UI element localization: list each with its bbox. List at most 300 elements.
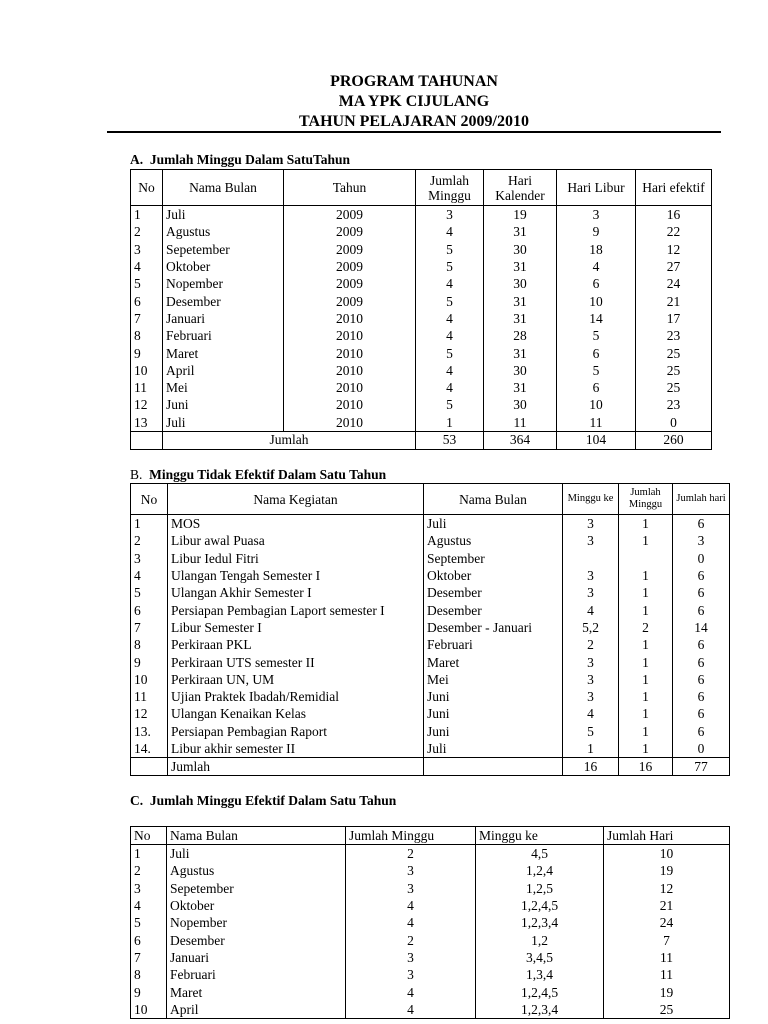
table-cell: 3 — [563, 688, 619, 705]
table-cell: 2010 — [284, 362, 416, 379]
table-cell: 11 — [131, 688, 168, 705]
col-jumlah-minggu: Jumlah Minggu — [619, 484, 673, 515]
table-cell: 5 — [416, 292, 484, 309]
table-cell: 30 — [484, 275, 557, 292]
table-cell: 3 — [563, 653, 619, 670]
table-cell: 14 — [673, 619, 730, 636]
table-cell: Mei — [163, 379, 284, 396]
table-row — [131, 966, 730, 983]
table-cell: Maret — [424, 653, 563, 670]
table-row — [131, 310, 712, 327]
table-row — [131, 379, 712, 396]
table-cell: 1 — [619, 567, 673, 584]
table-cell: 28 — [484, 327, 557, 344]
table-cell: Agustus — [167, 862, 346, 879]
table-weeks-per-year — [130, 169, 712, 450]
table-cell: 4 — [416, 362, 484, 379]
table-cell: 6 — [673, 671, 730, 688]
table-cell: 6 — [557, 379, 636, 396]
section-b-heading — [130, 467, 386, 483]
table-cell: 13. — [131, 723, 168, 740]
table-cell: 6 — [673, 705, 730, 722]
table-cell: 10 — [131, 671, 168, 688]
table-row — [131, 344, 712, 361]
table-cell: 7 — [131, 619, 168, 636]
table-cell: Oktober — [163, 258, 284, 275]
table-cell: 4 — [557, 258, 636, 275]
table-a-body — [131, 206, 712, 432]
table-row — [131, 206, 712, 224]
table-cell: 3 — [563, 671, 619, 688]
table-cell: 6 — [673, 567, 730, 584]
table-cell: 1 — [619, 671, 673, 688]
table-cell: 25 — [604, 1001, 730, 1019]
table-cell: 1,2 — [476, 931, 604, 948]
table-cell — [619, 550, 673, 567]
table-cell: 11 — [604, 966, 730, 983]
section-c-label: C. — [130, 793, 144, 808]
table-cell: Ujian Praktek Ibadah/Remidial — [168, 688, 424, 705]
col-jumlah-minggu: Jumlah Minggu — [416, 170, 484, 206]
table-cell: 6 — [557, 275, 636, 292]
table-cell: 1 — [131, 206, 163, 224]
section-a-heading — [130, 152, 350, 168]
table-cell: 1 — [619, 584, 673, 601]
title-program: PROGRAM TAHUNAN — [330, 73, 498, 90]
table-row — [131, 601, 730, 618]
table-row — [131, 550, 730, 567]
table-cell: Persiapan Pembagian Laport semester I — [168, 601, 424, 618]
table-cell: 4 — [346, 1001, 476, 1019]
table-cell: Nopember — [167, 914, 346, 931]
table-cell: 7 — [131, 949, 167, 966]
table-cell: 11 — [131, 379, 163, 396]
table-cell: Persiapan Pembagian Raport — [168, 723, 424, 740]
table-cell: Juli — [163, 414, 284, 432]
table-cell: 6 — [673, 688, 730, 705]
table-cell: 4 — [346, 983, 476, 1000]
section-b-label: B. — [130, 467, 143, 482]
table-row — [131, 636, 730, 653]
table-cell: 1 — [619, 723, 673, 740]
document-title — [108, 72, 720, 132]
table-cell: 1,2,5 — [476, 880, 604, 897]
table-cell: Sepetember — [163, 241, 284, 258]
table-cell: 3 — [346, 862, 476, 879]
table-cell: 5 — [416, 396, 484, 413]
table-cell: 4 — [563, 705, 619, 722]
section-a-label: A. — [130, 152, 144, 167]
col-nama-bulan: Nama Bulan — [163, 170, 284, 206]
table-row — [131, 532, 730, 549]
table-non-effective-weeks — [130, 483, 730, 776]
col-no: No — [131, 170, 163, 206]
table-cell: 3 — [416, 206, 484, 224]
table-cell: 6 — [673, 601, 730, 618]
table-cell: 30 — [484, 396, 557, 413]
table-cell: 8 — [131, 327, 163, 344]
table-cell: Maret — [167, 983, 346, 1000]
table-cell: 2010 — [284, 379, 416, 396]
table-cell: MOS — [168, 515, 424, 533]
table-cell: 5 — [416, 241, 484, 258]
table-cell: Januari — [167, 949, 346, 966]
table-cell: 2 — [563, 636, 619, 653]
section-b-title: Minggu Tidak Efektif Dalam Satu Tahun — [149, 467, 387, 482]
table-cell: 5 — [131, 914, 167, 931]
table-cell: 4 — [346, 914, 476, 931]
table-cell: Februari — [167, 966, 346, 983]
table-row — [131, 275, 712, 292]
table-cell: 10 — [131, 1001, 167, 1019]
col-hari-efektif: Hari efektif — [636, 170, 712, 206]
table-cell: 9 — [131, 653, 168, 670]
table-cell: Juni — [163, 396, 284, 413]
table-cell: Juli — [167, 845, 346, 863]
table-cell: 9 — [131, 983, 167, 1000]
table-cell: 2009 — [284, 292, 416, 309]
table-cell: 17 — [636, 310, 712, 327]
table-cell: Nopember — [163, 275, 284, 292]
table-row — [131, 949, 730, 966]
table-cell: 3 — [673, 532, 730, 549]
table-cell: 5 — [131, 275, 163, 292]
table-cell: 2010 — [284, 327, 416, 344]
table-cell: 7 — [604, 931, 730, 948]
table-cell: 22 — [636, 223, 712, 240]
table-cell: 3 — [346, 880, 476, 897]
table-cell: April — [163, 362, 284, 379]
table-cell: 3 — [563, 515, 619, 533]
total-hari-libur: 104 — [557, 431, 636, 449]
title-divider — [107, 131, 721, 133]
table-cell: 21 — [636, 292, 712, 309]
table-cell: 1,2,3,4 — [476, 1001, 604, 1019]
table-cell: 4 — [131, 258, 163, 275]
table-cell: 6 — [131, 292, 163, 309]
table-cell: 0 — [673, 740, 730, 758]
table-cell: 12 — [604, 880, 730, 897]
table-cell: Ulangan Kenaikan Kelas — [168, 705, 424, 722]
col-nama-bulan: Nama Bulan — [167, 827, 346, 845]
table-cell: 5,2 — [563, 619, 619, 636]
table-cell: 11 — [604, 949, 730, 966]
table-cell: 6 — [131, 931, 167, 948]
table-cell: Juli — [424, 740, 563, 758]
table-cell: 10 — [131, 362, 163, 379]
table-cell: Libur Semester I — [168, 619, 424, 636]
table-cell: 3,4,5 — [476, 949, 604, 966]
table-cell: 1 — [619, 636, 673, 653]
table-cell: Januari — [163, 310, 284, 327]
total-hari-kalender: 364 — [484, 431, 557, 449]
table-cell: 19 — [604, 983, 730, 1000]
table-b-body — [131, 515, 730, 758]
total-label: Jumlah — [163, 431, 416, 449]
table-cell: 2009 — [284, 223, 416, 240]
table-row — [131, 671, 730, 688]
col-hari-kalender: Hari Kalender — [484, 170, 557, 206]
table-cell: 3 — [131, 241, 163, 258]
table-row — [131, 688, 730, 705]
table-cell: 4 — [416, 310, 484, 327]
table-cell: 0 — [636, 414, 712, 432]
table-cell: 23 — [636, 396, 712, 413]
table-row — [131, 258, 712, 275]
table-cell: 2009 — [284, 241, 416, 258]
table-cell: Agustus — [424, 532, 563, 549]
table-cell: 1 — [619, 705, 673, 722]
col-nama-bulan: Nama Bulan — [424, 484, 563, 515]
table-row — [131, 653, 730, 670]
table-cell: Desember — [167, 931, 346, 948]
total-hari-efektif: 260 — [636, 431, 712, 449]
table-cell: Juni — [424, 705, 563, 722]
table-cell: 1,2,4,5 — [476, 897, 604, 914]
table-row — [131, 396, 712, 413]
table-cell: 3 — [563, 584, 619, 601]
table-cell: Maret — [163, 344, 284, 361]
table-cell: 31 — [484, 310, 557, 327]
table-cell: Februari — [163, 327, 284, 344]
table-cell: 6 — [673, 723, 730, 740]
table-cell: 31 — [484, 258, 557, 275]
table-row — [131, 880, 730, 897]
table-cell: 14 — [557, 310, 636, 327]
table-cell: 16 — [636, 206, 712, 224]
table-cell: 23 — [636, 327, 712, 344]
table-cell: 12 — [131, 396, 163, 413]
table-cell: Oktober — [424, 567, 563, 584]
title-year: TAHUN PELAJARAN 2009/2010 — [299, 113, 529, 130]
col-jumlah-minggu: Jumlah Minggu — [346, 827, 476, 845]
total-minggu-ke: 16 — [563, 758, 619, 776]
table-cell: 13 — [131, 414, 163, 432]
table-cell: 6 — [673, 584, 730, 601]
table-cell: Juli — [163, 206, 284, 224]
table-cell: 6 — [557, 344, 636, 361]
table-row — [131, 241, 712, 258]
table-cell: 24 — [604, 914, 730, 931]
total-empty-cell — [424, 758, 563, 776]
table-cell: Mei — [424, 671, 563, 688]
table-cell: 5 — [563, 723, 619, 740]
table-cell: 5 — [557, 327, 636, 344]
table-cell: 4 — [131, 897, 167, 914]
table-row — [131, 914, 730, 931]
section-a-title: Jumlah Minggu Dalam SatuTahun — [149, 152, 351, 167]
table-row — [131, 845, 730, 863]
table-cell: 1,3,4 — [476, 966, 604, 983]
table-cell: 2 — [131, 862, 167, 879]
table-cell: 1 — [563, 740, 619, 758]
table-cell: 2 — [131, 223, 163, 240]
table-cell: 1 — [416, 414, 484, 432]
table-row — [131, 983, 730, 1000]
table-cell: 31 — [484, 223, 557, 240]
table-cell — [563, 550, 619, 567]
col-no: No — [131, 484, 168, 515]
table-cell: 10 — [557, 292, 636, 309]
table-cell: Ulangan Akhir Semester I — [168, 584, 424, 601]
table-row — [131, 862, 730, 879]
table-cell: 2010 — [284, 344, 416, 361]
table-cell: 5 — [416, 344, 484, 361]
table-cell: Juni — [424, 688, 563, 705]
table-cell: 2010 — [284, 396, 416, 413]
table-row — [131, 931, 730, 948]
table-cell: 1 — [619, 653, 673, 670]
total-jumlah-minggu: 53 — [416, 431, 484, 449]
table-cell: 25 — [636, 379, 712, 396]
table-row — [131, 1001, 730, 1019]
table-cell: Juli — [424, 515, 563, 533]
table-cell: 1 — [131, 845, 167, 863]
table-cell: 0 — [673, 550, 730, 567]
table-cell: 7 — [131, 310, 163, 327]
table-cell: 8 — [131, 636, 168, 653]
table-cell: 2010 — [284, 310, 416, 327]
table-effective-weeks — [130, 826, 730, 1019]
table-cell: 2009 — [284, 275, 416, 292]
total-empty-cell — [131, 431, 163, 449]
table-cell: 3 — [563, 532, 619, 549]
table-row — [131, 567, 730, 584]
table-c-body — [131, 845, 730, 1019]
table-cell: 12 — [131, 705, 168, 722]
col-tahun: Tahun — [284, 170, 416, 206]
table-cell: 9 — [557, 223, 636, 240]
table-cell: 24 — [636, 275, 712, 292]
table-cell: 3 — [563, 567, 619, 584]
col-jumlah-hari: Jumlah hari — [673, 484, 730, 515]
table-cell: 31 — [484, 379, 557, 396]
table-cell: 31 — [484, 344, 557, 361]
table-cell: 1 — [619, 740, 673, 758]
col-minggu-ke: Minggu ke — [563, 484, 619, 515]
table-cell: April — [167, 1001, 346, 1019]
table-cell: Libur awal Puasa — [168, 532, 424, 549]
total-label: Jumlah — [168, 758, 424, 776]
table-cell: 11 — [557, 414, 636, 432]
table-cell: 5 — [557, 362, 636, 379]
table-cell: Desember — [424, 584, 563, 601]
table-cell: 27 — [636, 258, 712, 275]
col-minggu-ke: Minggu ke — [476, 827, 604, 845]
table-cell: 19 — [484, 206, 557, 224]
table-cell: 25 — [636, 362, 712, 379]
table-row — [131, 723, 730, 740]
table-row — [131, 619, 730, 636]
section-c-title: Jumlah Minggu Efektif Dalam Satu Tahun — [149, 793, 397, 808]
table-cell: 1,2,4,5 — [476, 983, 604, 1000]
total-empty-cell — [131, 758, 168, 776]
table-cell: Februari — [424, 636, 563, 653]
table-cell: 4 — [563, 601, 619, 618]
table-row — [131, 223, 712, 240]
table-cell: Juni — [424, 723, 563, 740]
table-cell: 3 — [131, 880, 167, 897]
table-cell: 6 — [673, 515, 730, 533]
col-nama-kegiatan: Nama Kegiatan — [168, 484, 424, 515]
table-cell: 2010 — [284, 414, 416, 432]
table-cell: 4 — [416, 379, 484, 396]
section-c-heading — [130, 793, 396, 809]
table-cell: Perkiraan PKL — [168, 636, 424, 653]
table-cell: 9 — [131, 344, 163, 361]
table-row — [131, 362, 712, 379]
table-cell: 4 — [416, 327, 484, 344]
col-no: No — [131, 827, 167, 845]
table-cell: 2 — [346, 931, 476, 948]
table-cell: Libur akhir semester II — [168, 740, 424, 758]
table-cell: Desember — [163, 292, 284, 309]
table-cell: 5 — [131, 584, 168, 601]
table-cell: 1,2,3,4 — [476, 914, 604, 931]
title-school: MA YPK CIJULANG — [338, 93, 490, 110]
table-cell: September — [424, 550, 563, 567]
table-row — [131, 292, 712, 309]
table-cell: Desember — [424, 601, 563, 618]
table-cell: Oktober — [167, 897, 346, 914]
table-cell: 2 — [619, 619, 673, 636]
table-cell: Ulangan Tengah Semester I — [168, 567, 424, 584]
table-row — [131, 705, 730, 722]
table-cell: 3 — [346, 966, 476, 983]
table-cell: 3 — [346, 949, 476, 966]
table-cell: 31 — [484, 292, 557, 309]
table-cell: 2009 — [284, 206, 416, 224]
table-cell: 5 — [416, 258, 484, 275]
table-cell: Libur Iedul Fitri — [168, 550, 424, 567]
table-cell: 3 — [131, 550, 168, 567]
table-cell: 6 — [131, 601, 168, 618]
table-row — [131, 515, 730, 533]
table-row — [131, 327, 712, 344]
table-cell: 6 — [673, 636, 730, 653]
table-cell: 4 — [131, 567, 168, 584]
table-cell: Perkiraan UN, UM — [168, 671, 424, 688]
table-cell: 4 — [346, 897, 476, 914]
table-cell: 2 — [131, 532, 168, 549]
total-jumlah-minggu: 16 — [619, 758, 673, 776]
table-cell: 10 — [604, 845, 730, 863]
table-cell: 21 — [604, 897, 730, 914]
table-cell: Perkiraan UTS semester II — [168, 653, 424, 670]
table-cell: 30 — [484, 362, 557, 379]
table-cell: 19 — [604, 862, 730, 879]
table-cell: 1 — [131, 515, 168, 533]
total-jumlah-hari: 77 — [673, 758, 730, 776]
table-cell: 18 — [557, 241, 636, 258]
table-cell: 4 — [416, 223, 484, 240]
table-cell: Sepetember — [167, 880, 346, 897]
table-cell: 3 — [557, 206, 636, 224]
table-cell: 25 — [636, 344, 712, 361]
table-cell: 14. — [131, 740, 168, 758]
table-row — [131, 897, 730, 914]
table-cell: 12 — [636, 241, 712, 258]
table-cell: 8 — [131, 966, 167, 983]
col-hari-libur: Hari Libur — [557, 170, 636, 206]
col-jumlah-hari: Jumlah Hari — [604, 827, 730, 845]
table-cell: Agustus — [163, 223, 284, 240]
table-cell: 1 — [619, 515, 673, 533]
table-row — [131, 740, 730, 758]
table-cell: Desember - Januari — [424, 619, 563, 636]
table-cell: 11 — [484, 414, 557, 432]
table-row — [131, 584, 730, 601]
